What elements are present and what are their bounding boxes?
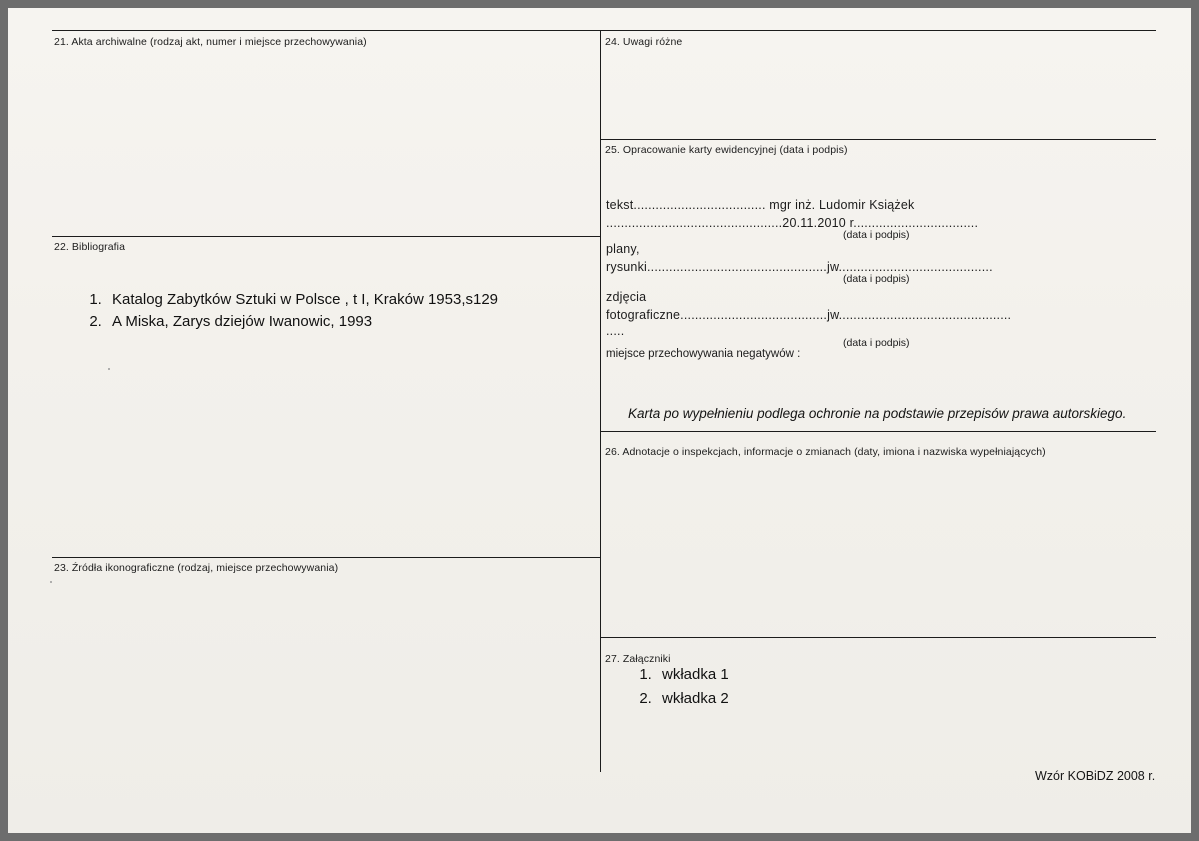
field-27-label: 27. Załączniki [605, 653, 671, 665]
rule-field-27-top [600, 637, 1156, 638]
rule-field-23-top [52, 557, 600, 558]
list-item: 1. wkładka 1 [656, 663, 729, 687]
field-25-caption-2: (data i podpis) [843, 273, 910, 285]
field-25-rysunki-line: rysunki.................................................jw.......................................... [606, 260, 993, 274]
list-item: 2. A Miska, Zarys dziejów Iwanowic, 1993 [106, 311, 498, 333]
rule-field-22-top [52, 236, 600, 237]
scan-speck [50, 581, 52, 583]
center-divider-line [600, 30, 601, 772]
field-26-label: 26. Adnotacje o inspekcjach, informacje o zmianach (daty, imiona i nazwiska wypełniających) [605, 446, 1046, 458]
bibliography-list [68, 289, 498, 333]
attachments-list [618, 663, 729, 711]
field-22-label: 22. Bibliografia [54, 241, 126, 253]
field-25-plany-label: plany, [606, 242, 640, 256]
field-25-negatives-line: miejsce przechowywania negatywów : [606, 348, 801, 360]
rule-field-21-top [52, 30, 600, 31]
field-21-label: 21. Akta archiwalne (rodzaj akt, numer i miejsce przechowywania) [54, 36, 367, 48]
scan-speck [108, 368, 110, 370]
list-item: 1. Katalog Zabytków Sztuki w Polsce , t I, Kraków 1953,s129 [106, 289, 498, 311]
document-page [8, 8, 1191, 833]
field-25-text-line: tekst.................................... mgr inż. Ludomir Książek [606, 198, 915, 212]
field-24-label: 24. Uwagi różne [605, 36, 683, 48]
field-25-zdjecia-label: zdjęcia [606, 290, 647, 304]
rule-protection-note-bottom [600, 431, 1156, 432]
copyright-protection-note: Karta po wypełnieniu podlega ochronie na podstawie przepisów prawa autorskiego. [628, 406, 1127, 421]
rule-field-25-top [600, 139, 1156, 140]
field-25-foto-line-cont: ..... [606, 324, 625, 338]
paper-sheet [8, 8, 1191, 833]
form-footer-note: Wzór KOBiDZ 2008 r. [1035, 769, 1156, 783]
field-25-foto-line: fotograficzne........................................jw............................................... [606, 308, 1012, 322]
field-25-caption-3: (data i podpis) [843, 337, 910, 349]
field-25-label: 25. Opracowanie karty ewidencyjnej (data i podpis) [605, 144, 848, 156]
field-25-caption-1: (data i podpis) [843, 229, 910, 241]
list-item: 2. wkładka 2 [656, 687, 729, 711]
rule-field-24-top [600, 30, 1156, 31]
field-25-date-line: ................................................20.11.2010 r.................................. [606, 216, 979, 230]
field-23-label: 23. Źródła ikonograficzne (rodzaj, miejsce przechowywania) [54, 562, 339, 574]
